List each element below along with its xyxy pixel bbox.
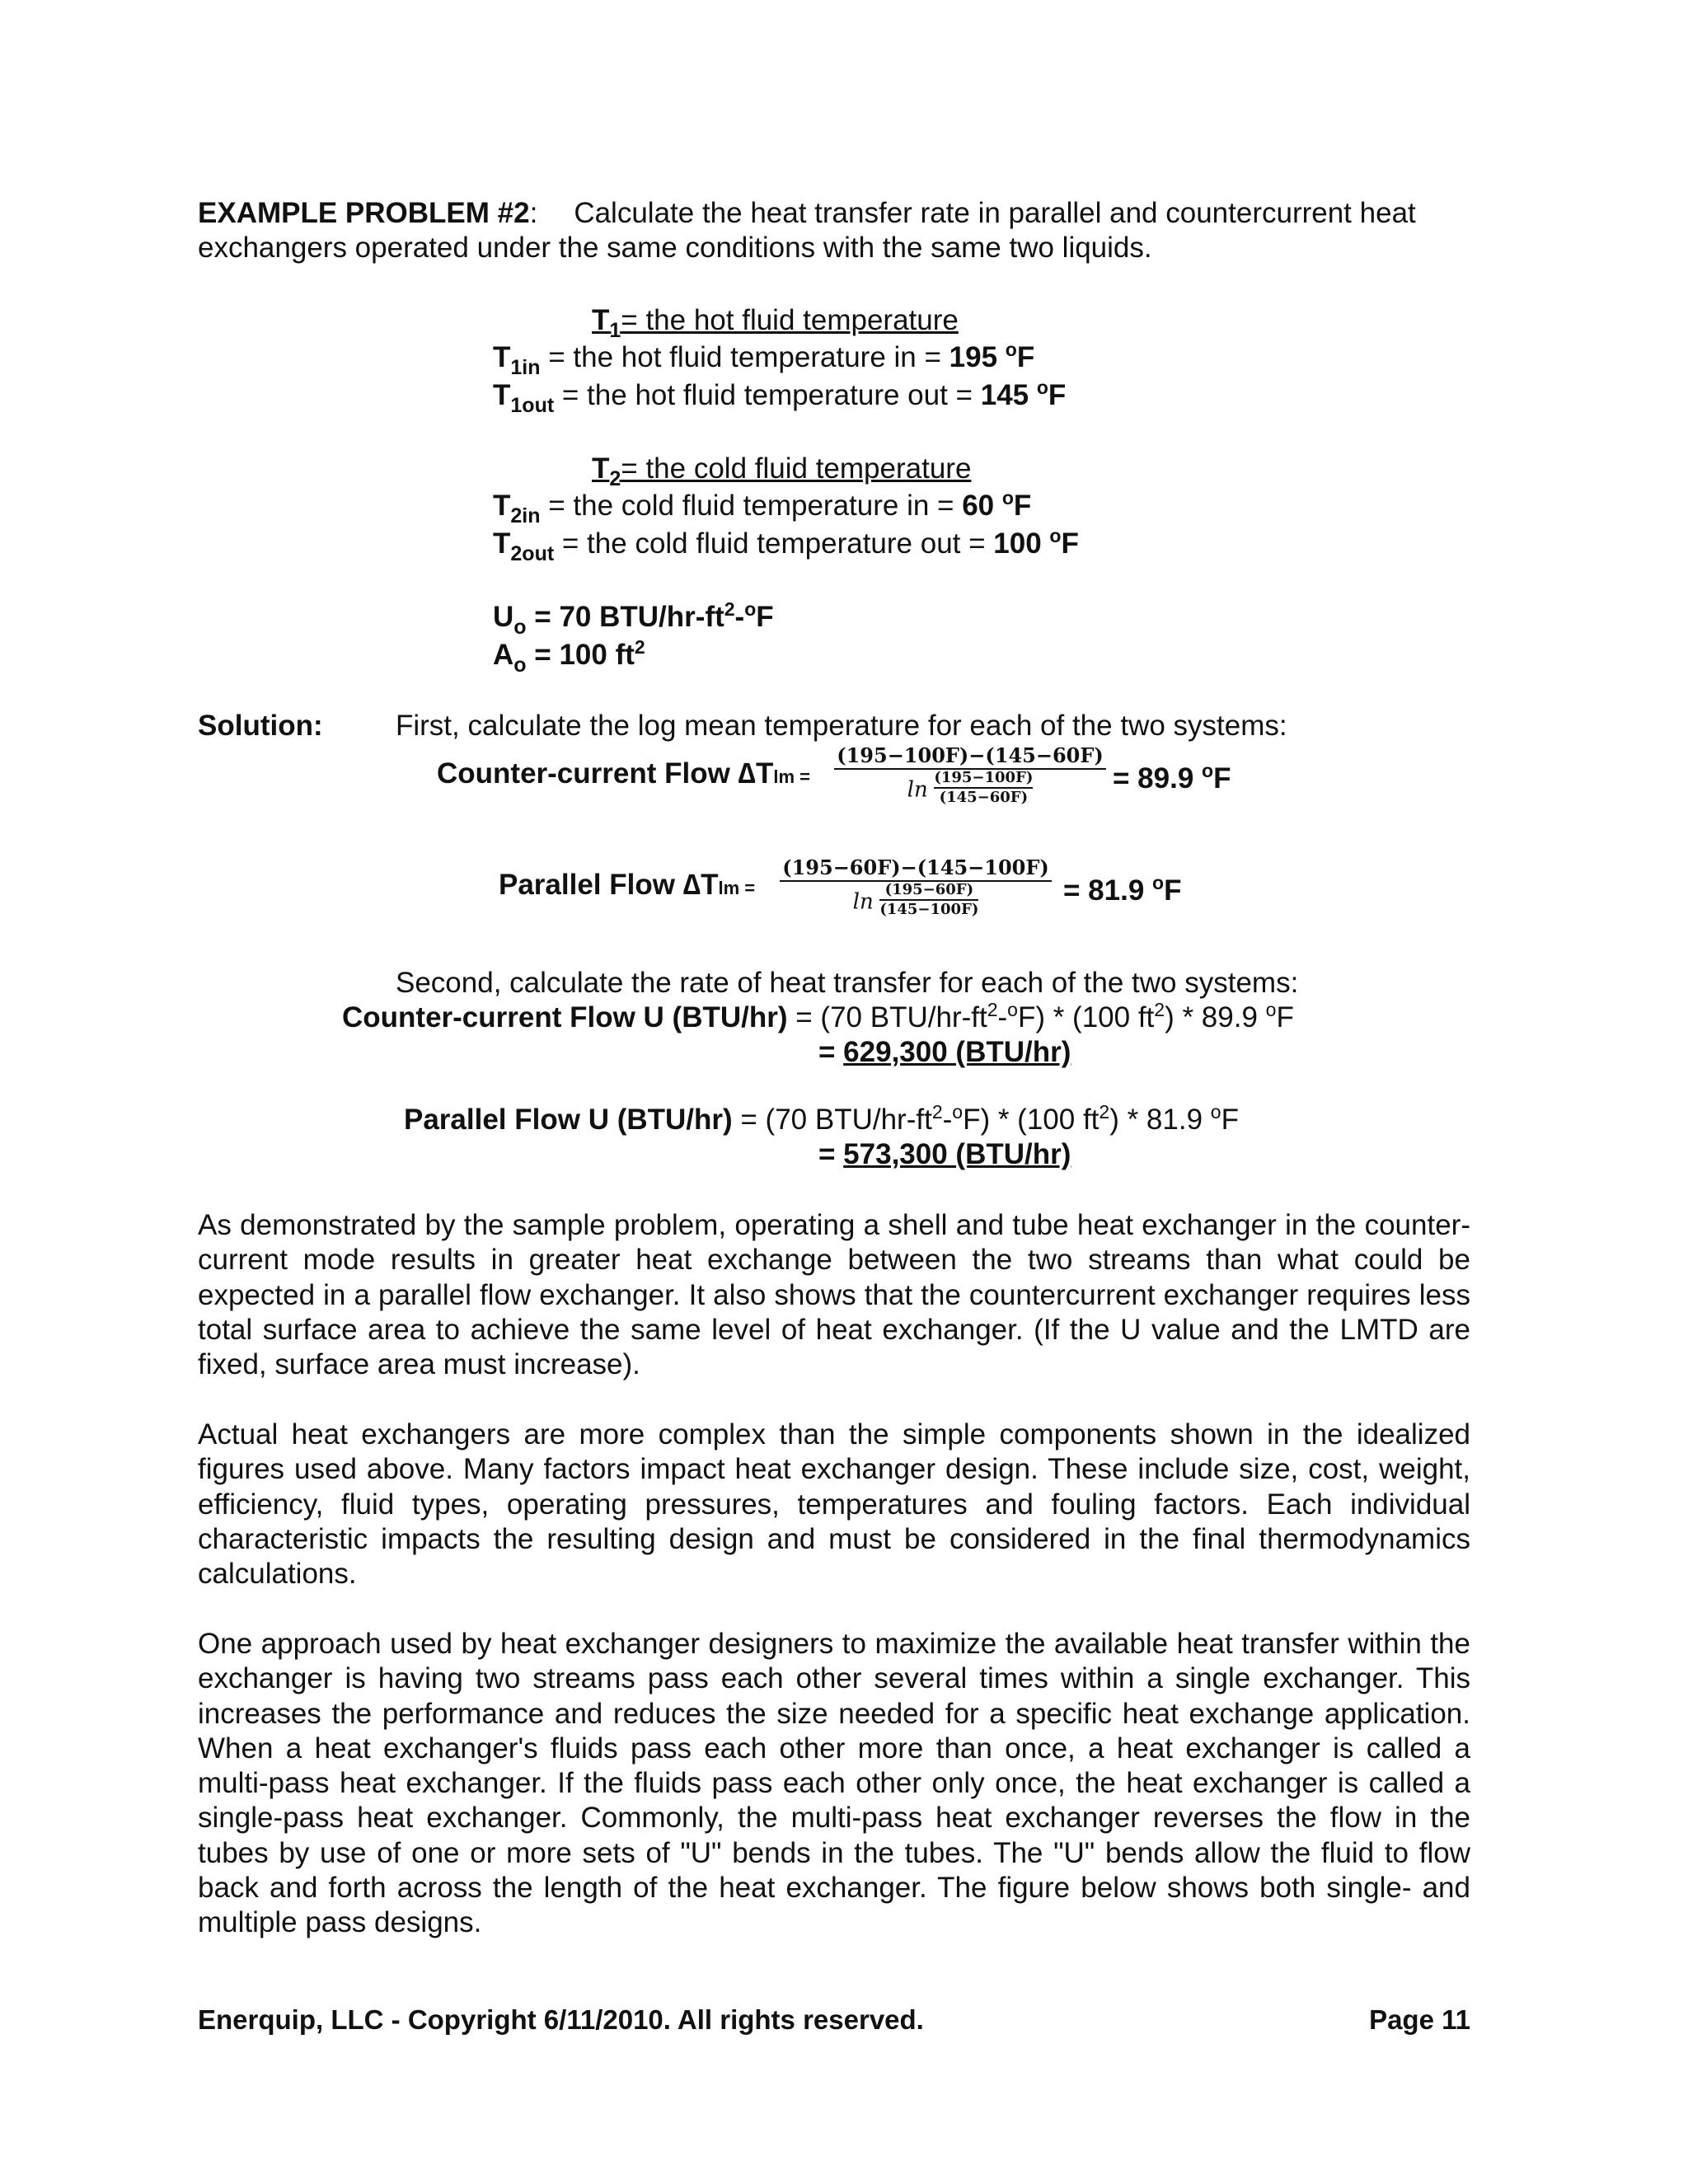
t2in-unit: F <box>1013 490 1032 522</box>
t2-header <box>592 452 972 490</box>
parallel-u-result-line <box>818 1137 1071 1172</box>
t1out-subscript: 1out <box>510 394 555 417</box>
counter-lmtd-numerator: (195−100F)−(145−60F) <box>837 743 1104 767</box>
parallel-u-label: Parallel Flow U (BTU/hr) <box>404 1104 733 1136</box>
counter-ln: ln <box>907 777 928 803</box>
uo-unit: F <box>756 601 774 633</box>
parallel-u-sup-1: 2 <box>931 1101 943 1122</box>
counter-lmtd-denominator <box>834 770 1106 806</box>
t1-header <box>592 303 959 342</box>
ao-sup-2: 2 <box>634 636 645 658</box>
counter-u-tail: ) * 89.9 <box>1165 1001 1266 1033</box>
t1out-degree: o <box>1036 377 1048 398</box>
t2-header-text: = the cold fluid temperature <box>621 452 972 485</box>
footer-page-number: Page 11 <box>1369 2004 1470 2035</box>
uo-value: = 70 BTU/hr-ft <box>526 601 724 633</box>
t2out-value: 100 <box>993 527 1050 560</box>
parallel-lmtd-result <box>1063 874 1181 908</box>
t2in-text: = the cold fluid temperature in = <box>540 490 963 522</box>
ao-subscript: o <box>513 654 527 677</box>
parallel-u-unit: F <box>1221 1104 1239 1136</box>
solution-label: Solution: <box>198 710 323 742</box>
second-step-text: Second, calculate the rate of heat transfer for each of the two systems: <box>396 967 1299 999</box>
parallel-u-expr-b: - <box>942 1104 953 1136</box>
t1-header-text: = the hot fluid temperature <box>621 304 959 336</box>
t2out-subscript: 2out <box>510 542 555 565</box>
counter-lmtd-degree: o <box>1202 760 1214 781</box>
t1out-line <box>493 377 1067 417</box>
t2out-unit: F <box>1061 527 1079 560</box>
t1out-value: 145 <box>980 379 1037 411</box>
counter-lmtd-result <box>1113 762 1231 796</box>
counter-u-degree: o <box>1265 999 1277 1020</box>
parallel-u-sup-2: o <box>952 1101 964 1122</box>
t1in-value: 195 <box>949 341 1006 373</box>
t2in-value: 60 <box>962 490 1002 522</box>
t2in-degree: o <box>1001 487 1014 509</box>
counter-u-expr-c: F) * (100 ft <box>1017 1001 1155 1033</box>
counter-lmtd-fraction <box>834 743 1106 806</box>
counter-u-expr-b: - <box>997 1001 1008 1033</box>
paragraph-2: Actual heat exchangers are more complex than the simple components shown in the idealized figures used above. Many factors impact heat exchanger design. These include size, cost, weight, efficiency, fluid types, operating pressures, temperatures and fouling factors. Each individual characteristic impacts the resulting design and must be considered in the final thermodynamics calculations. <box>198 1418 1470 1591</box>
parallel-lmtd-fraction <box>780 855 1052 918</box>
counter-den-bottom: (145−60F) <box>939 789 1029 806</box>
counter-u-result-line <box>818 1035 1071 1070</box>
counter-u-result: 629,300 (BTU/hr) <box>843 1036 1071 1068</box>
parallel-lmtd-denominator <box>780 882 1052 918</box>
uo-line <box>493 598 774 639</box>
counter-u-sup-3: 2 <box>1154 999 1165 1020</box>
ao-symbol: A <box>493 639 514 671</box>
parallel-u-equals: = <box>818 1138 844 1170</box>
counter-u-unit: F <box>1276 1001 1294 1033</box>
parallel-den-top: (195−60F) <box>884 881 974 898</box>
t1in-line <box>493 339 1035 379</box>
parallel-lmtd-sub: lm = <box>718 878 756 898</box>
parallel-lmtd-numerator: (195−60F)−(145−100F) <box>782 855 1049 879</box>
t1in-symbol: T <box>493 341 511 373</box>
uo-dash: - <box>734 601 745 633</box>
solution-intro: First, calculate the log mean temperature for each of the two systems: <box>396 710 1287 742</box>
t2out-text: = the cold fluid temperature out = <box>554 527 994 560</box>
t1out-symbol: T <box>493 379 511 411</box>
ao-value: = 100 ft <box>526 639 635 671</box>
counter-den-top: (195−100F) <box>934 769 1034 786</box>
counter-lmtd-label <box>437 757 810 794</box>
t2out-degree: o <box>1049 525 1062 546</box>
parallel-u-sup-3: 2 <box>1099 1101 1110 1122</box>
counter-lmtd-sub: lm = <box>773 766 810 787</box>
parallel-u-expr-a: = (70 BTU/hr-ft <box>732 1104 932 1136</box>
parallel-lmtd-label <box>499 868 755 906</box>
uo-sup-2: 2 <box>724 598 735 620</box>
counter-u-line <box>342 1001 1294 1035</box>
problem-colon: : <box>529 197 538 229</box>
paragraph-1: As demonstrated by the sample problem, operating a shell and tube heat exchanger in the counter-current mode results in greater heat exchange between the two streams than what could be expected in a parallel flow exchanger. It also shows that the countercurrent exchanger requires less total surface area to achieve the same level of heat exchanger. (If the U value and the LMTD are fixed, surface area must increase). <box>198 1209 1470 1381</box>
parallel-den-bottom: (145−100F) <box>879 901 979 918</box>
parallel-lmtd-unit: F <box>1164 874 1182 907</box>
counter-lmtd-text: Counter-current Flow ∆T <box>437 757 774 790</box>
counter-u-expr-a: = (70 BTU/hr-ft <box>787 1001 987 1033</box>
uo-degree: o <box>744 598 757 620</box>
problem-text-1: Calculate the heat transfer rate in parallel and countercurrent heat <box>574 197 1416 229</box>
parallel-u-line <box>404 1103 1239 1137</box>
uo-subscript: o <box>513 616 527 639</box>
problem-line-1 <box>198 196 1416 231</box>
parallel-u-tail: ) * 81.9 <box>1109 1104 1211 1136</box>
ao-line <box>493 636 645 677</box>
counter-u-equals: = <box>818 1036 844 1068</box>
counter-u-sup-2: o <box>1007 999 1018 1020</box>
paragraph-3: One approach used by heat exchanger designers to maximize the available heat transfer within the exchanger is having two streams pass each other several times within a single exchanger. This increases the performance and reduces the size needed for a specific heat exchange application. When a heat exchanger's fluids pass each other more than once, a heat exchanger is called a multi-pass heat exchanger. If the fluids pass each other only once, the heat exchanger is called a single-pass heat exchanger. Commonly, the multi-pass heat exchanger reverses the flow in the tubes by use of one or more sets of "U" bends in the tubes. The "U" bends allow the fluid to flow back and forth across the length of the heat exchanger. The figure below shows both single- and multiple pass designs. <box>198 1628 1470 1939</box>
t1-symbol: $T_1$ <box>592 304 621 342</box>
t2in-subscript: 2in <box>510 504 541 527</box>
parallel-u-expr-c: F) * (100 ft <box>963 1104 1100 1136</box>
counter-lmtd-value: = 89.9 <box>1113 762 1203 794</box>
footer-copyright: Enerquip, LLC - Copyright 6/11/2010. All rights reserved. <box>198 2004 924 2035</box>
parallel-lmtd-degree: o <box>1152 872 1165 893</box>
t1in-subscript: 1in <box>510 356 541 379</box>
parallel-u-result: 573,300 (BTU/hr) <box>843 1138 1071 1170</box>
counter-u-label: Counter-current Flow U (BTU/hr) <box>342 1001 788 1033</box>
t1in-unit: F <box>1016 341 1035 373</box>
t1in-degree: o <box>1005 339 1017 360</box>
t1in-text: = the hot fluid temperature in = <box>540 341 950 373</box>
t2in-line <box>493 487 1032 527</box>
parallel-ln: ln <box>852 889 874 915</box>
problem-heading: EXAMPLE PROBLEM #2 <box>198 197 530 229</box>
counter-lmtd-unit: F <box>1213 762 1231 794</box>
t2in-symbol: T <box>493 490 511 522</box>
parallel-u-degree: o <box>1210 1101 1221 1122</box>
t2out-symbol: T <box>493 527 511 560</box>
problem-text-2: exchangers operated under the same conditions with the same two liquids. <box>198 232 1152 264</box>
counter-u-sup-1: 2 <box>987 999 998 1020</box>
t1out-text: = the hot fluid temperature out = <box>554 379 981 411</box>
uo-symbol: U <box>493 601 514 633</box>
t2-symbol: $T_2$ <box>592 452 621 490</box>
t2out-line <box>493 525 1079 565</box>
t1out-unit: F <box>1048 379 1067 411</box>
parallel-lmtd-text: Parallel Flow ∆T <box>499 869 719 901</box>
parallel-lmtd-value: = 81.9 <box>1063 874 1153 907</box>
